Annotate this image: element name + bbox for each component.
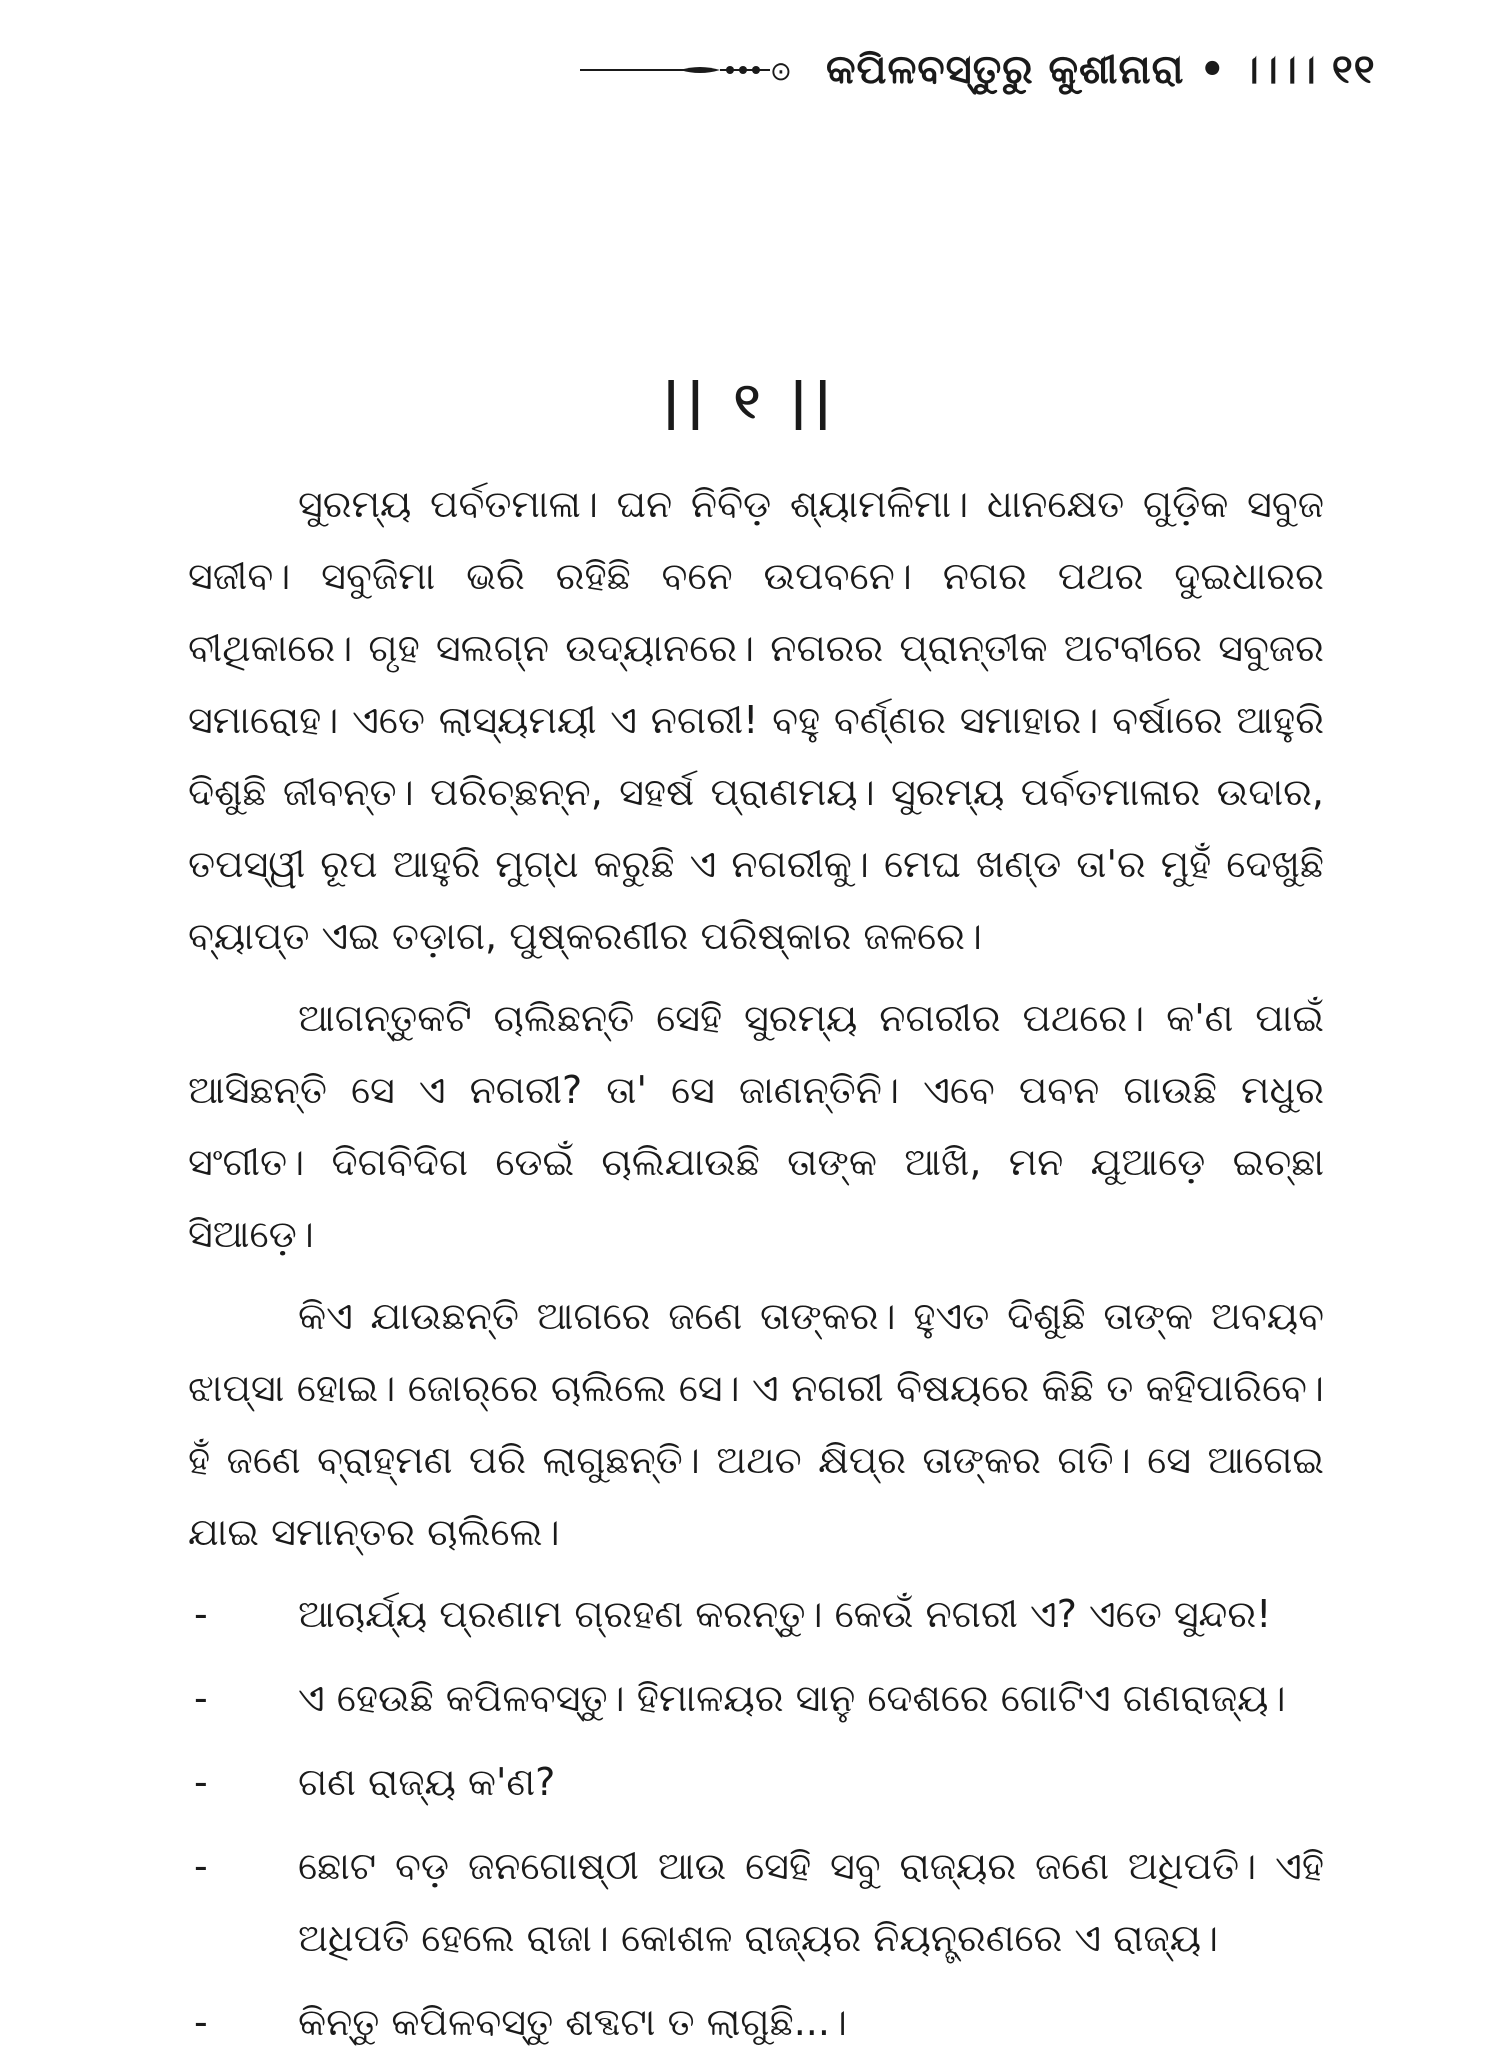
dialogue-text: କିନ୍ତୁ କପିଳବସ୍ତୁ ଶବ୍ଦଟା ତ ଲାଗୁଛି...। bbox=[298, 2000, 848, 2044]
dialogue-dash: - bbox=[194, 1760, 208, 1804]
paragraph: ସୁରମ୍ୟ ପର୍ବତମାଳା। ଘନ ନିବିଡ଼ ଶ୍ୟାମଳିମା। ଧାନକ୍ଷେତ ଗୁଡ଼ିକ ସବୁଜ ସଜୀବ। ସବୁଜିମା ଭରି ରହିଛି ବନେ ଉପବନେ। ନଗର ପଥର ଦୁଇଧାରର ବୀଥିକାରେ। ଗୃହ ସଲଗ୍ନ ଉଦ୍ୟାନରେ। ନଗରର ପ୍ରାନ୍ତୀକ ଅଟବୀରେ ସବୁଜର ସମାରୋହ। ଏତେ ଲାସ୍ୟମୟୀ ଏ ନଗରୀ! ବହୁ ବର୍ଣ୍ଣର ସମାହାର। ବର୍ଷାରେ ଆହୁରି ଦିଶୁଛି ଜୀବନ୍ତ। ପରିଚ୍ଛନ୍ନ, ସହର୍ଷ ପ୍ରାଣମୟ। ସୁରମ୍ୟ ପର୍ବତମାଳାର ଉଦାର, ତପସ୍ୱୀ ରୂପ ଆହୁରି ମୁଗ୍ଧ କରୁଛି ଏ ନଗରୀକୁ। ମେଘ ଖଣ୍ଡ ତା'ର ମୁହଁ ଦେଖୁଛି ବ୍ୟାପ୍ତ ଏଇ ତଡ଼ାଗ, ପୁଷ୍କରଣୀର ପରିଷ୍କାର ଜଳରେ। bbox=[188, 482, 1324, 958]
book-title: କପିଳବସ୍ତୁରୁ କୁଶୀନାରା bbox=[826, 47, 1185, 93]
dialogue-line bbox=[188, 1662, 1324, 1734]
dialogue-line bbox=[188, 1986, 1324, 2058]
dialogue-text: ଗଣ ରାଜ୍ୟ କ'ଣ? bbox=[298, 1760, 556, 1804]
running-title bbox=[826, 47, 1376, 93]
header-ornament-icon bbox=[580, 55, 798, 85]
dialogue-dash: - bbox=[194, 1844, 208, 1888]
chapter-number: || ୧ || bbox=[662, 372, 838, 430]
dialogue-dash: - bbox=[194, 1592, 208, 1636]
ornament-glyph: ⊙ bbox=[770, 57, 792, 85]
dialogue-line bbox=[188, 1746, 1324, 1818]
dialogue-text: ଆଚାର୍ଯ୍ୟ ପ୍ରଣାମ ଗ୍ରହଣ କରନ୍ତୁ। କେଉଁ ନଗରୀ ଏ? ଏତେ ସୁନ୍ଦର! bbox=[298, 1592, 1272, 1636]
paragraph: କିଏ ଯାଉଛନ୍ତି ଆଗରେ ଜଣେ ତାଙ୍କର। ହୁଏତ ଦିଶୁଛି ତାଙ୍କ ଅବୟବ ଝାପ୍‌ସା ହୋଇ। ଜୋର୍‌ରେ ଚାଲିଲେ ସେ। ଏ ନଗରୀ ବିଷୟରେ କିଛି ତ କହିପାରିବେ। ହଁ ଜଣେ ବ୍ରାହ୍ମଣ ପରି ଲାଗୁଛନ୍ତି। ଅଥଚ କ୍ଷିପ୍ର ତାଙ୍କର ଗତି। ସେ ଆଗେଇ ଯାଇ ସମାନ୍ତର ଚାଲିଲେ। bbox=[188, 1294, 1324, 1554]
dialogue-dash: - bbox=[194, 2000, 208, 2044]
dialogue-line bbox=[188, 1830, 1324, 1974]
running-header bbox=[580, 40, 1376, 100]
dialogue-text: ଏ ହେଉଛି କପିଳବସ୍ତୁ। ହିମାଳୟର ସାନୁ ଦେଶରେ ଗୋଟିଏ ଗଣରାଜ୍ୟ। bbox=[298, 1676, 1286, 1720]
dialogue-text: ଛୋଟ ବଡ଼ ଜନଗୋଷ୍ଠୀ ଆଉ ସେହି ସବୁ ରାଜ୍ୟର ଜଣେ ଅଧିପତି। ଏହି ଅଧିପତି ହେଲେ ରାଜା। କୋଶଳ ରାଜ୍ୟର ନିୟନ୍ତ୍ରଣରେ ଏ ରାଜ୍ୟ। bbox=[298, 1844, 1324, 1960]
dialogue-dash: - bbox=[194, 1676, 208, 1720]
dialogue-line bbox=[188, 1578, 1324, 1650]
paragraph: ଆଗନ୍ତୁକଟି ଚାଲିଛନ୍ତି ସେହି ସୁରମ୍ୟ ନଗରୀର ପଥରେ। କ'ଣ ପାଇଁ ଆସିଛନ୍ତି ସେ ଏ ନଗରୀ? ତା' ସେ ଜାଣନ୍ତିନି। ଏବେ ପବନ ଗାଉଛି ମଧୁର ସଂଗୀତ। ଦିଗବିଦିଗ ଡେଇଁ ଚାଲିଯାଉଛି ତାଙ୍କ ଆଖି, ମନ ଯୁଆଡ଼େ ଇଚ୍ଛା ସିଆଡ଼େ। bbox=[188, 996, 1324, 1256]
body-text bbox=[188, 468, 1324, 2070]
page-number: • ।।।। ୧୧ bbox=[1199, 47, 1376, 93]
